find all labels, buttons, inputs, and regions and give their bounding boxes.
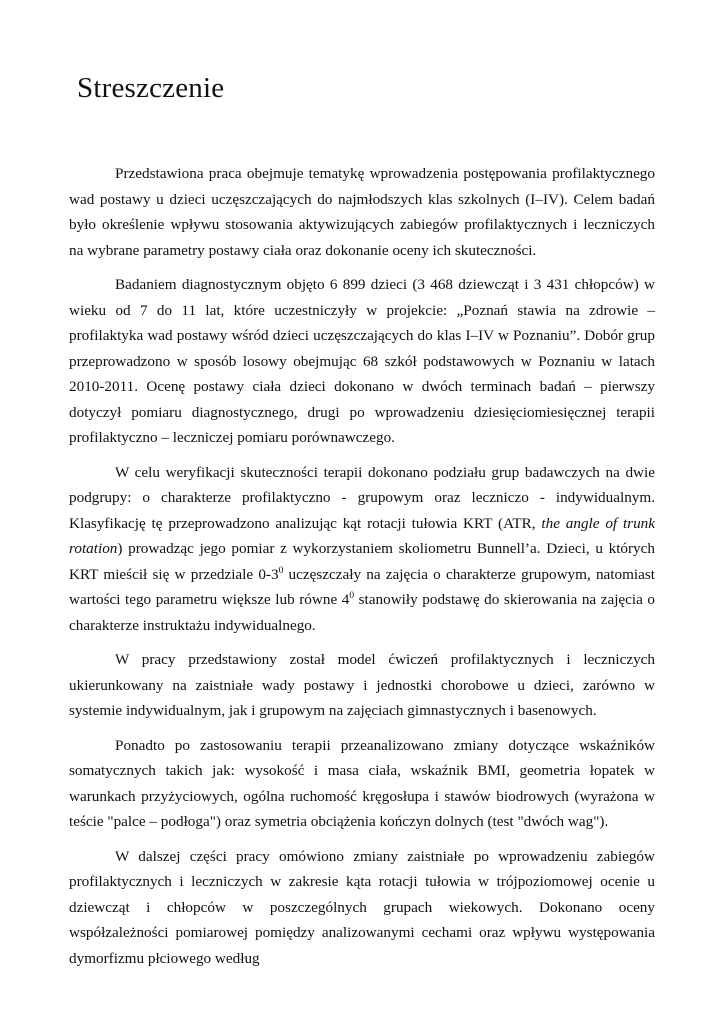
italic-term: the angle of trunk rotation [69, 514, 656, 557]
document-body [69, 161, 655, 971]
paragraph-text-segment: uczęszczały na zajęcia o charakterze grupowym, natomiast wartości tego parametru większe lub równe 4 [69, 565, 655, 608]
paragraph-introduction: Przedstawiona praca obejmuje tematykę wprowadzenia postępowania profilaktycznego wad postawy u dzieci uczęszczających do najmłodszych klas szkolnych (I–IV). Celem badań było określenie wpływu stosowania aktywizujących zabiegów profilaktycznych i leczniczych na wybrane parametry postawy ciała oraz dokonanie oceny ich skuteczności. [69, 165, 655, 259]
degree-superscript: 0 [349, 590, 355, 601]
paragraph-study-group: Badaniem diagnostycznym objęto 6 899 dzieci (3 468 dziewcząt i 3 431 chłopców) w wieku od 7 do 11 lat, które uczestniczyły w projekcie: „Poznań stawia na zdrowie – profilaktyka wad postawy wśród dzieci uczęszczających do klas I–IV w Poznaniu”. Dobór grup przeprowadzono w sposób losowy obejmując 68 szkół podstawowych w Poznaniu w latach 2010-2011. Ocenę postawy ciała dzieci dokonano w dwóch terminach badań – pierwszy dotyczył pomiaru diagnostycznego, drugi po wprowadzeniu dziesięciomiesięcznej terapii profilaktyczno – leczniczej pomiaru porównawczego. [69, 276, 655, 446]
degree-superscript: 0 [278, 565, 284, 576]
paragraph-classification [69, 460, 655, 639]
page-title: Streszczenie [77, 72, 225, 104]
paragraph-text-segment: ) prowadząc jego pomiar z wykorzystaniem skoliometru Bunnell’a. Dzieci, u których KRT mieścił się w przedziale 0-3 [69, 540, 655, 583]
paragraph-text-segment: stanowiły podstawę do skierowania na zajęcia o charakterze instruktażu indywidualnego. [69, 591, 656, 634]
paragraph-exercise-model: W pracy przedstawiony został model ćwiczeń profilaktycznych i leczniczych ukierunkowany na zaistniałe wady postawy i jednostki chorobowe u dzieci, zarówno w systemie indywidualnym, jak i grupowym na zajęciach gimnastycznych i basenowych. [69, 651, 655, 719]
paragraph-further-analysis: W dalszej części pracy omówiono zmiany zaistniałe po wprowadzeniu zabiegów profilaktycznych i leczniczych w zakresie kąta rotacji tułowia w trójpoziomowej ocenie u dziewcząt i chłopców w poszczególnych grupach wiekowych. Dokonano oceny współzależności pomiarowej pomiędzy analizowanymi cechami oraz wpływu występowania dymorfizmu płciowego według [69, 847, 655, 967]
paragraph-text-segment: W celu weryfikacji skuteczności terapii dokonano podziału grup badawczych na dwie podgrupy: o charakterze profilaktyczno - grupowym oraz leczniczo - indywidualnym. Klasyfikację tę przeprowadzono analizując kąt rotacji tułowia KRT (ATR, [69, 463, 655, 532]
paragraph-somatic-indicators: Ponadto po zastosowaniu terapii przeanalizowano zmiany dotyczące wskaźników somatycznych takich jak: wysokość i masa ciała, wskaźnik BMI, geometria łopatek w warunkach przyżyciowych, ogólna ruchomość kręgosłupa i stawów biodrowych (wyrażona w teście "palce – podłoga") oraz symetria obciążenia kończyn dolnych (test "dwóch wag"). [69, 736, 655, 830]
